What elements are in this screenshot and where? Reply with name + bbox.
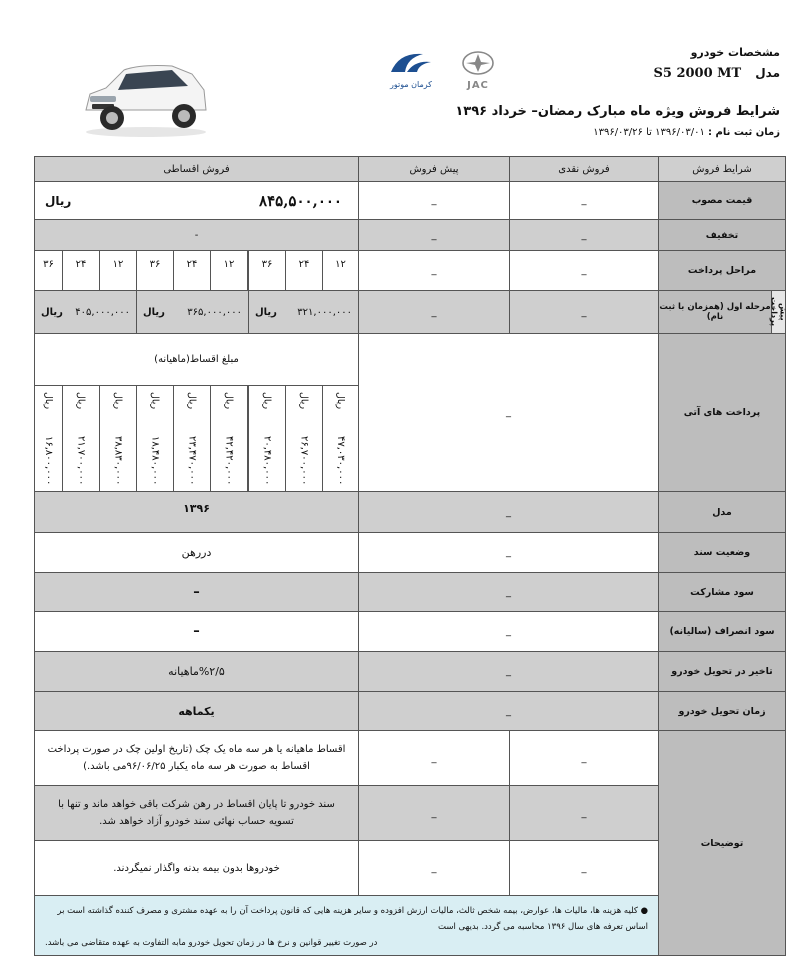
stage-cell: ۱۲: [210, 250, 248, 291]
forfeit-value: –: [34, 611, 359, 652]
price-unit: ریال: [45, 193, 72, 208]
stages-label: مراحل پرداخت: [658, 250, 786, 291]
future-payment-value: ۴۷,۰۳۰,۰۰۰: [335, 435, 346, 485]
future-payment-cell: [62, 385, 100, 492]
col-header-installment: فروش اقساطی: [34, 156, 359, 182]
first-payment-cell: [248, 290, 359, 334]
model-label: مدل: [755, 66, 780, 80]
first-cash: _: [509, 290, 659, 334]
col-header-presale: پیش فروش: [358, 156, 510, 182]
future-label: پرداخت های آتی: [658, 333, 786, 492]
reg-from: ۱۳۹۶/۰۳/۰۱: [655, 127, 705, 138]
doc-status-value: دررهن: [34, 532, 359, 573]
first-payment-unit: ریال: [41, 306, 63, 318]
note3-cash: _: [509, 840, 659, 896]
delay-label: تاخیر در تحویل خودرو: [658, 651, 786, 692]
car-image: [80, 48, 212, 140]
future-payment-cell: [210, 385, 248, 492]
footer-line-2: در صورت تغییر قوانین و نرخ ها در زمان تحویل خودرو مابه التفاوت به عهده متقاضی می باشد.: [45, 937, 378, 948]
stage-cell: ۲۴: [62, 250, 100, 291]
stages-presale: _: [358, 250, 510, 291]
future-payment-cell: [99, 385, 137, 492]
first-payment-value: ۳۲۱,۰۰۰,۰۰۰: [297, 306, 352, 318]
first-payment-unit: ریال: [143, 306, 165, 318]
footer-line-1: ● کلیه هزینه ها، مالیات ها، عوارض، بیمه شخص ثالث، مالیات ارزش افزوده و سایر هزینه هایی که قانون پرداخت آن را به عهده مشتری و مصرف کننده گذاشته است بر اساس تعرفه های سال ۱۳۹۶ محاسبه می گردد. بدیهی است: [57, 905, 648, 932]
kerman-motor-logo: [385, 50, 437, 90]
participation-other: _: [358, 572, 659, 612]
stage-cell: ۲۴: [285, 250, 323, 291]
delivery-value: یکماهه: [34, 691, 359, 731]
model-year: ۱۳۹۶: [34, 491, 359, 533]
delay-value: %۲/۵ماهیانه: [34, 651, 359, 692]
first-label: مرحله اول (همزمان با ثبت نام): [658, 290, 772, 334]
stage-cell: ۱۲: [99, 250, 137, 291]
future-payment-value: ۲۰,۴۸۰,۰۰۰: [261, 435, 273, 485]
delivery-other: _: [358, 691, 659, 731]
stage-cell: ۱۲: [322, 250, 359, 291]
future-payment-unit: ریال: [112, 392, 124, 410]
sale-title: شرایط فروش ویژه ماه مبارک رمضان– خرداد ۱۳۹۶: [455, 104, 780, 119]
col-header-cash: فروش نقدی: [509, 156, 659, 182]
price-value: ۸۴۵,۵۰۰,۰۰۰: [259, 191, 342, 210]
future-payment-cell: [322, 385, 359, 492]
kerman-motor-logo-text: کرمان موتور: [389, 80, 432, 89]
note-2: سند خودرو تا پایان اقساط در رهن شرکت باقی خواهد ماند و تنها با تسویه حساب نهائی سند خودرو آزاد خواهد شد.: [34, 785, 359, 841]
future-payment-cell: [136, 385, 174, 492]
participation-label: سود مشارکت: [658, 572, 786, 612]
first-payment-cell: [136, 290, 249, 334]
doc-status-label: وضعیت سند: [658, 532, 786, 573]
stages-cash: _: [509, 250, 659, 291]
jac-logo: [453, 50, 503, 90]
col-header-conditions: شرایط فروش: [658, 156, 786, 182]
doc-status-other: _: [358, 532, 659, 573]
future-payment-value: ۱۸,۴۸۰,۰۰۰: [149, 435, 161, 485]
reg-to-word: تا: [646, 127, 652, 138]
future-payment-unit: ریال: [43, 392, 54, 410]
future-payment-value: ۱۶,۸۰۰,۰۰۰: [43, 435, 54, 485]
future-payment-value: ۴۲,۴۲۰,۰۰۰: [223, 435, 235, 485]
first-payment-unit: ریال: [255, 306, 277, 318]
price-cash: _: [509, 181, 659, 220]
future-payment-cell: [285, 385, 323, 492]
future-presale-cash: _: [358, 333, 659, 492]
future-payment-value: ۳۸,۸۳۰,۰۰۰: [112, 435, 124, 485]
price-cell: [34, 181, 359, 220]
prepayment-side-label: پیش پرداخت: [771, 290, 786, 334]
delivery-label: زمان تحویل خودرو: [658, 691, 786, 731]
future-payment-cell: [248, 385, 286, 492]
delay-other: _: [358, 651, 659, 692]
note1-cash: _: [509, 730, 659, 786]
stage-cell: ۳۶: [34, 250, 63, 291]
model-value: S5 2000 MT: [653, 66, 742, 81]
future-payment-unit: ریال: [149, 392, 161, 410]
model-other: _: [358, 491, 659, 533]
note3-presale: _: [358, 840, 510, 896]
future-payment-value: ۲۶,۷۰۰,۰۰۰: [298, 435, 310, 485]
future-sub-label: مبلغ اقساط(ماهیانه): [34, 333, 359, 386]
future-payment-cell: [34, 385, 63, 492]
note2-presale: _: [358, 785, 510, 841]
future-payment-unit: ریال: [186, 392, 198, 410]
first-payment-value: ۴۰۵,۰۰۰,۰۰۰: [75, 306, 130, 318]
note-1: اقساط ماهیانه یا هر سه ماه یک چک (تاریخ اولین چک در صورت پرداخت اقساط به صورت هر سه ماه یکبار ۹۶/۰۶/۲۵می باشد.): [34, 730, 359, 786]
brand-logos: [385, 50, 503, 90]
future-payment-value: ۲۱,۷۰۰,۰۰۰: [75, 435, 87, 485]
participation-value: –: [34, 572, 359, 612]
forfeit-other: _: [358, 611, 659, 652]
stage-cell: ۲۴: [173, 250, 211, 291]
future-payment-cell: [173, 385, 211, 492]
price-label: قیمت مصوب: [658, 181, 786, 220]
model-line: [653, 66, 780, 81]
first-presale: _: [358, 290, 510, 334]
note-3: خودروها بدون بیمه بدنه واگذار نمیگردند.: [34, 840, 359, 896]
sales-conditions-table: [34, 156, 786, 956]
footer-note: [34, 895, 659, 956]
first-payment-value: ۳۶۵,۰۰۰,۰۰۰: [187, 306, 242, 318]
future-payment-unit: ریال: [261, 392, 273, 410]
price-presale: _: [358, 181, 510, 220]
discount-presale: _: [358, 219, 510, 251]
future-payment-value: ۲۳,۴۷۰,۰۰۰: [186, 435, 198, 485]
forfeit-label: سود انصراف (سالیانه): [658, 611, 786, 652]
notes-label: توضیحات: [658, 730, 786, 956]
discount-label: تخفیف: [658, 219, 786, 251]
model-label: مدل: [658, 491, 786, 533]
note2-cash: _: [509, 785, 659, 841]
discount-value: -: [34, 219, 359, 251]
reg-label: زمان ثبت نام :: [708, 127, 780, 138]
jac-logo-text: JAC: [467, 80, 489, 91]
stage-cell: ۳۶: [136, 250, 174, 291]
first-payment-cell: [34, 290, 137, 334]
registration-period: [593, 127, 780, 138]
spec-label: مشخصات خودرو: [690, 46, 780, 59]
stage-cell: ۳۶: [248, 250, 286, 291]
reg-to: ۱۳۹۶/۰۳/۲۶: [593, 127, 643, 138]
discount-cash: _: [509, 219, 659, 251]
future-payment-unit: ریال: [75, 392, 87, 410]
future-payment-unit: ریال: [298, 392, 310, 410]
note1-presale: _: [358, 730, 510, 786]
future-payment-unit: ریال: [223, 392, 235, 410]
future-payment-unit: ریال: [335, 392, 346, 410]
